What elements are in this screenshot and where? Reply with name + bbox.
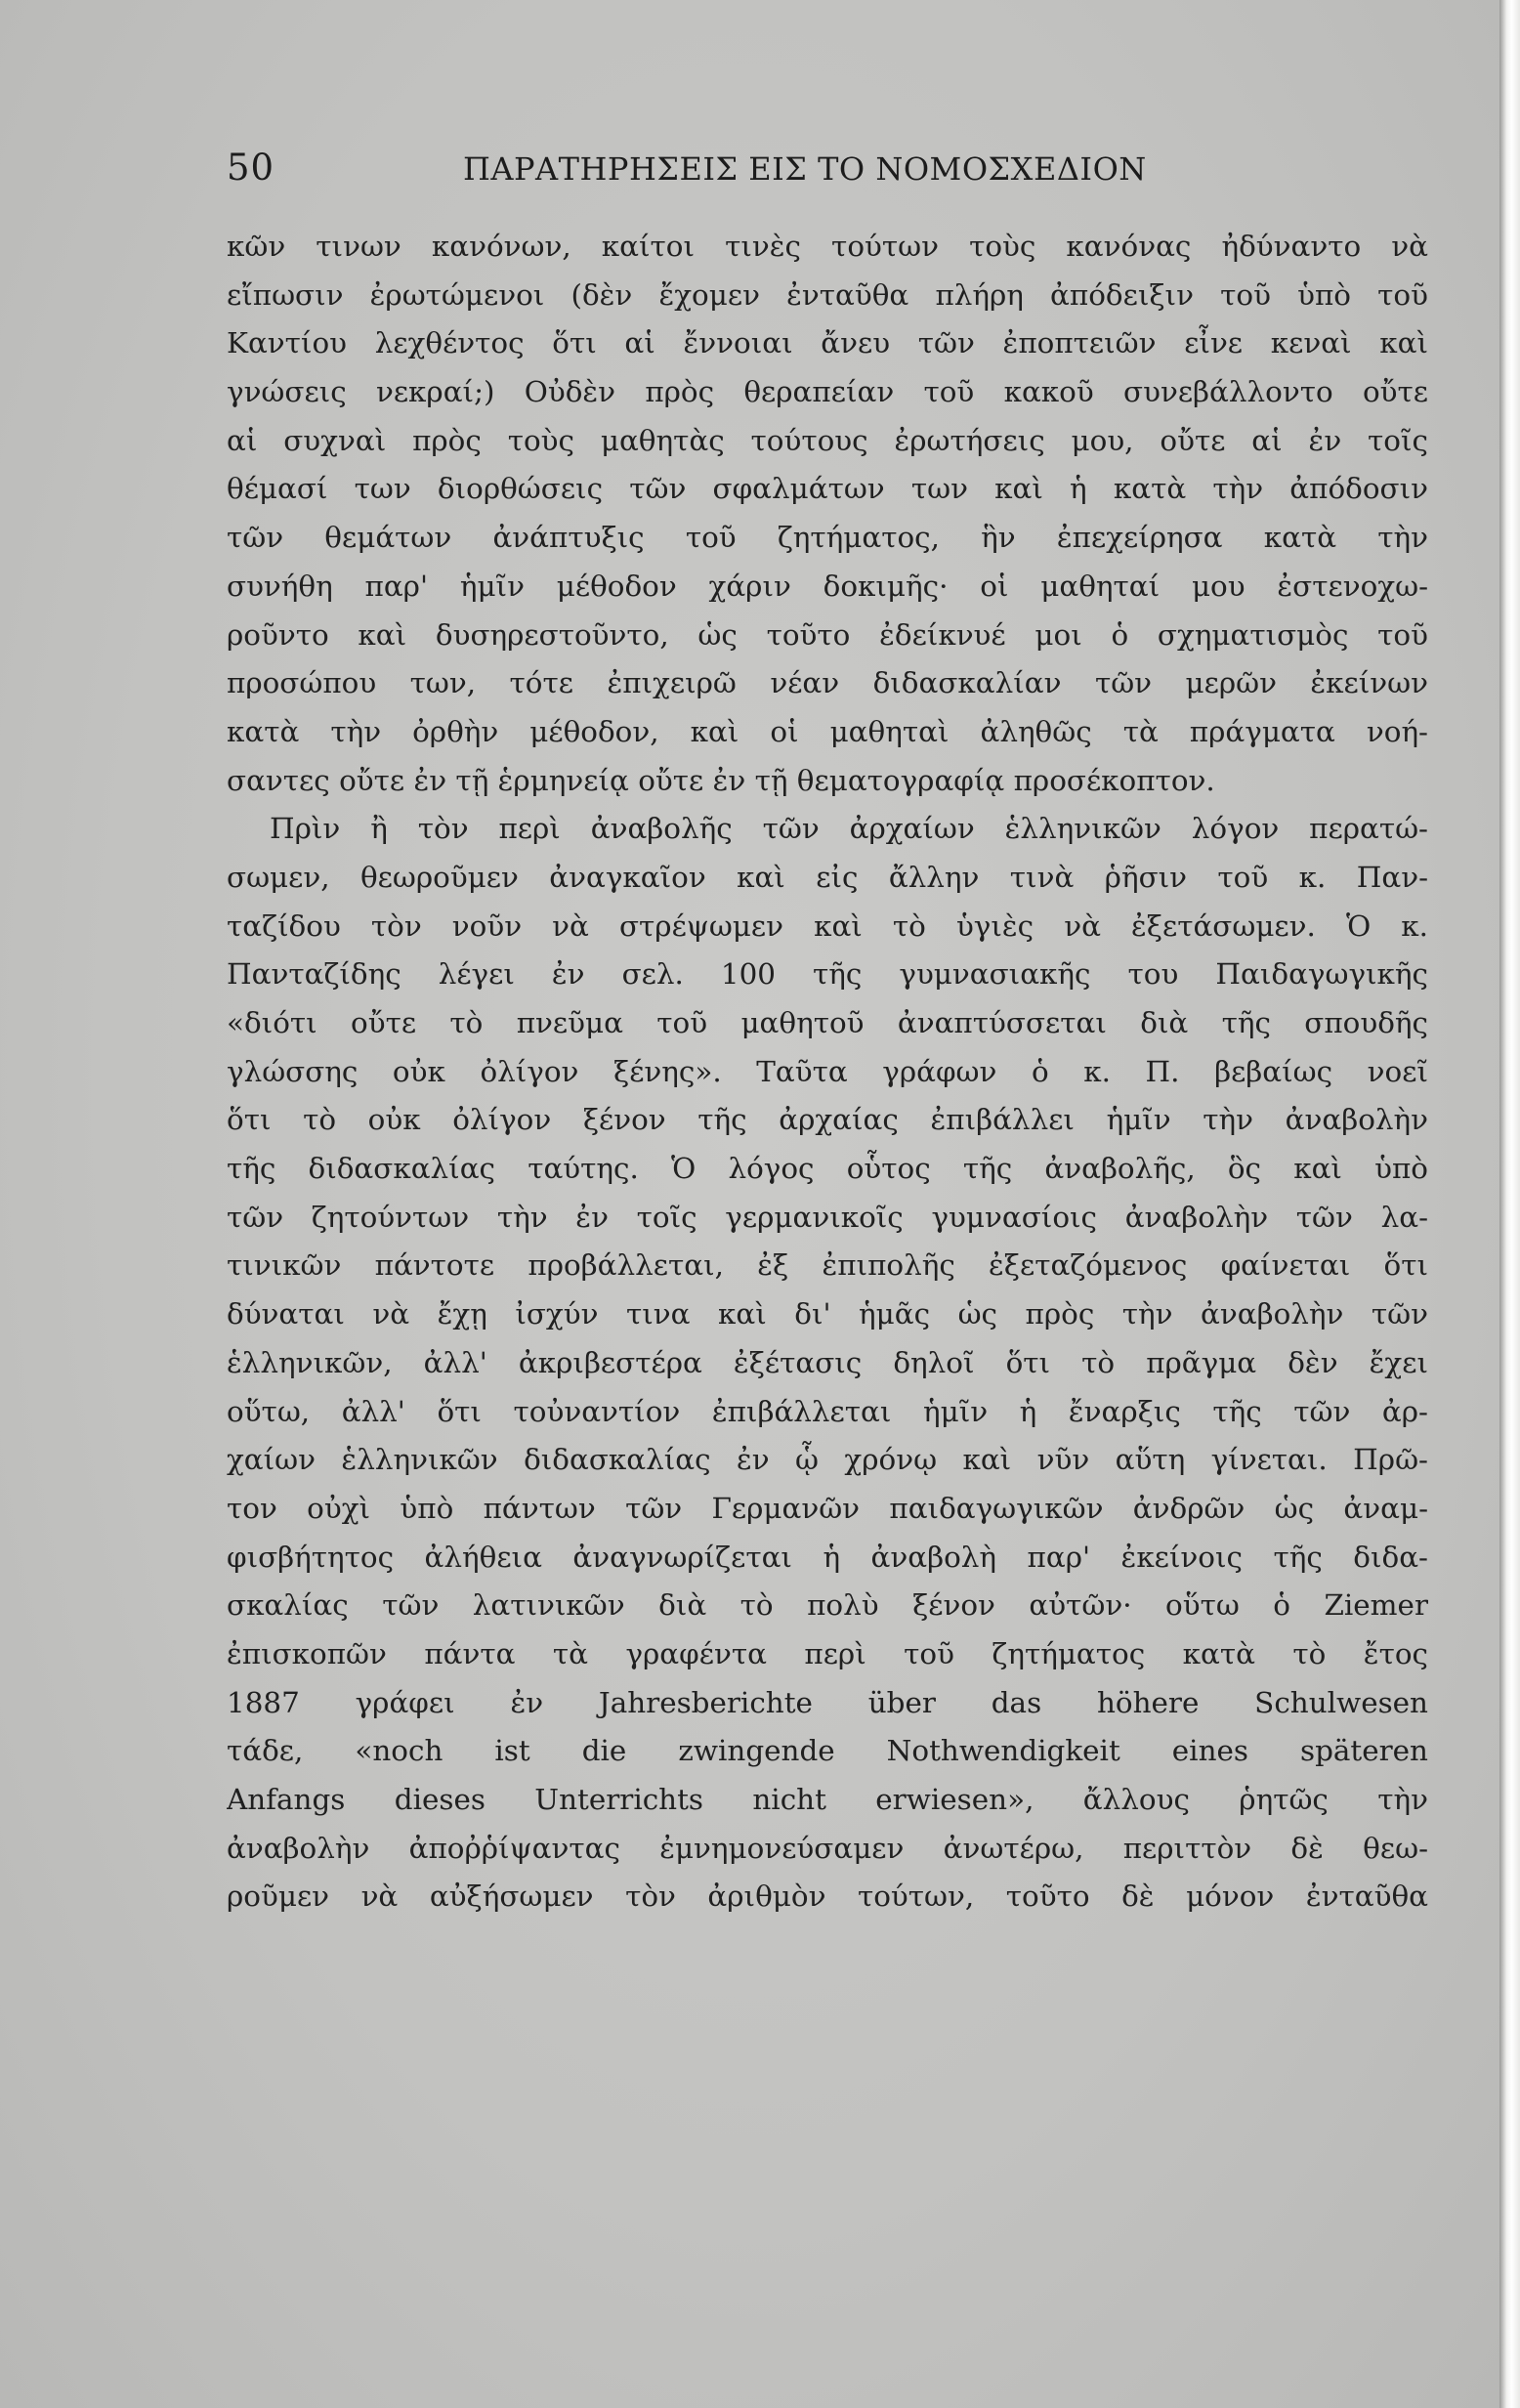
text-line: ὅτι τὸ οὐκ ὀλίγον ξένον τῆς ἀρχαίας ἐπιβάλλει ἡμῖν τὴν ἀναβολὴν (227, 1103, 1428, 1137)
text-line: γνώσεις νεκραί;) Οὐδὲν πρὸς θεραπείαν τοῦ κακοῦ συνεβάλλοντο οὔτε (227, 375, 1428, 409)
text-line: ταζίδου τὸν νοῦν νὰ στρέψωμεν καὶ τὸ ὑγιὲς νὰ ἐξετάσωμεν. Ὁ κ. (227, 908, 1428, 943)
text-line: τῶν ζητούντων τὴν ἐν τοῖς γερμανικοῖς γυμνασίοις ἀναβολὴν τῶν λα- (227, 1200, 1428, 1234)
text-line: κῶν τινων κανόνων, καίτοι τινὲς τούτων τοὺς κανόνας ἠδύναντο νὰ (227, 230, 1428, 263)
text-line: θέμασί των διορθώσεις τῶν σφαλμάτων των καὶ ἡ κατὰ τὴν ἀπόδοσιν (227, 472, 1428, 506)
page-number: 50 (227, 147, 275, 189)
page-header (227, 147, 1203, 197)
text-line: Καντίου λεχθέντος ὅτι αἱ ἔννοιαι ἄνευ τῶν ἐποπτειῶν εἶνε κεναὶ καὶ (227, 326, 1428, 360)
text-line: «διότι οὔτε τὸ πνεῦμα τοῦ μαθητοῦ ἀναπτύσσεται διὰ τῆς σπουδῆς (227, 1006, 1428, 1039)
text-line: σαντες οὔτε ἐν τῇ ἑρμηνείᾳ οὔτε ἐν τῇ θεματογραφίᾳ προσέκοπτον. (227, 763, 1215, 797)
text-line: φισβήτητος ἀλήθεια ἀναγνωρίζεται ἡ ἀναβολὴ παρ' ἐκείνοις τῆς διδα- (227, 1540, 1428, 1574)
text-line: τινικῶν πάντοτε προβάλλεται, ἐξ ἐπιπολῆς ἐξεταζόμενος φαίνεται ὅτι (227, 1248, 1428, 1283)
running-title: ΠΑΡΑΤΗΡΗΣΕΙΣ ΕΙΣ ΤΟ ΝΟΜΟΣΧΕΔΙΟΝ (463, 150, 1147, 188)
text-line: τῆς διδασκαλίας ταύτης. Ὁ λόγος οὗτος τῆς ἀναβολῆς, ὃς καὶ ὑπὸ (227, 1152, 1428, 1186)
text-line: Πανταζίδης λέγει ἐν σελ. 100 τῆς γυμνασιακῆς του Παιδαγωγικῆς (227, 957, 1428, 992)
text-line: Anfangs dieses Unterrichts nicht erwiesen», ἄλλους ῥητῶς τὴν (227, 1783, 1428, 1816)
text-line: σκαλίας τῶν λατινικῶν διὰ τὸ πολὺ ξένον αὐτῶν· οὕτω ὁ Ziemer (227, 1588, 1428, 1623)
body-text (227, 223, 1428, 1922)
text-line: 1887 γράφει ἐν Jahresberichte über das höhere Schulwesen (227, 1685, 1428, 1719)
page-edge (1499, 0, 1520, 2408)
text-line: ἑλληνικῶν, ἀλλ' ἀκριβεστέρα ἐξέτασις δηλοῖ ὅτι τὸ πρᾶγμα δὲν ἔχει (227, 1345, 1428, 1379)
text-line: χαίων ἑλληνικῶν διδασκαλίας ἐν ᾧ χρόνῳ καὶ νῦν αὕτη γίνεται. Πρῶ- (227, 1443, 1428, 1477)
text-line: συνήθη παρ' ἡμῖν μέθοδον χάριν δοκιμῆς· οἱ μαθηταί μου ἐστενοχω- (227, 569, 1428, 603)
text-line: ἐπισκοπῶν πάντα τὰ γραφέντα περὶ τοῦ ζητήματος κατὰ τὸ ἔτος (227, 1636, 1428, 1670)
text-line: κατὰ τὴν ὀρθὴν μέθοδον, καὶ οἱ μαθηταὶ ἀληθῶς τὰ πράγματα νοή- (227, 714, 1428, 748)
text-line: σωμεν, θεωροῦμεν ἀναγκαῖον καὶ εἰς ἄλλην τινὰ ῥῆσιν τοῦ κ. Παν- (227, 860, 1428, 894)
text-line: ροῦντο καὶ δυσηρεστοῦντο, ὡς τοῦτο ἐδείκνυέ μοι ὁ σχηματισμὸς τοῦ (227, 617, 1428, 652)
text-line: προσώπου των, τότε ἐπιχειρῶ νέαν διδασκαλίαν τῶν μερῶν ἐκείνων (227, 666, 1428, 700)
text-line: δύναται νὰ ἔχῃ ἰσχύν τινα καὶ δι' ἡμᾶς ὡς πρὸς τὴν ἀναβολὴν τῶν (227, 1297, 1428, 1331)
text-line: Πρὶν ἢ τὸν περὶ ἀναβολῆς τῶν ἀρχαίων ἑλληνικῶν λόγον περατώ- (270, 812, 1428, 846)
text-line: τον οὐχὶ ὑπὸ πάντων τῶν Γερμανῶν παιδαγωγικῶν ἀνδρῶν ὡς ἀναμ- (227, 1491, 1428, 1525)
text-line: γλώσσης οὐκ ὀλίγον ξένης». Ταῦτα γράφων ὁ κ. Π. βεβαίως νοεῖ (227, 1054, 1428, 1088)
text-line: τῶν θεμάτων ἀνάπτυξις τοῦ ζητήματος, ἣν ἐπεχείρησα κατὰ τὴν (227, 521, 1428, 555)
text-line: ροῦμεν νὰ αὐξήσωμεν τὸν ἀριθμὸν τούτων, τοῦτο δὲ μόνον ἐνταῦθα (227, 1880, 1428, 1914)
text-line: τάδε, «noch ist die zwingende Nothwendigkeit eines späteren (227, 1734, 1428, 1768)
text-line: αἱ συχναὶ πρὸς τοὺς μαθητὰς τούτους ἐρωτήσεις μου, οὔτε αἱ ἐν τοῖς (227, 423, 1428, 457)
text-line: εἴπωσιν ἐρωτώμενοι (δὲν ἔχομεν ἐνταῦθα πλήρη ἀπόδειξιν τοῦ ὑπὸ τοῦ (227, 277, 1428, 312)
text-line: ἀναβολὴν ἀποῤῥίψαντας ἐμνημονεύσαμεν ἀνωτέρω, περιττὸν δὲ θεω- (227, 1831, 1428, 1865)
text-line: οὕτω, ἀλλ' ὅτι τοὐναντίον ἐπιβάλλεται ἡμῖν ἡ ἔναρξις τῆς τῶν ἀρ- (227, 1394, 1428, 1428)
